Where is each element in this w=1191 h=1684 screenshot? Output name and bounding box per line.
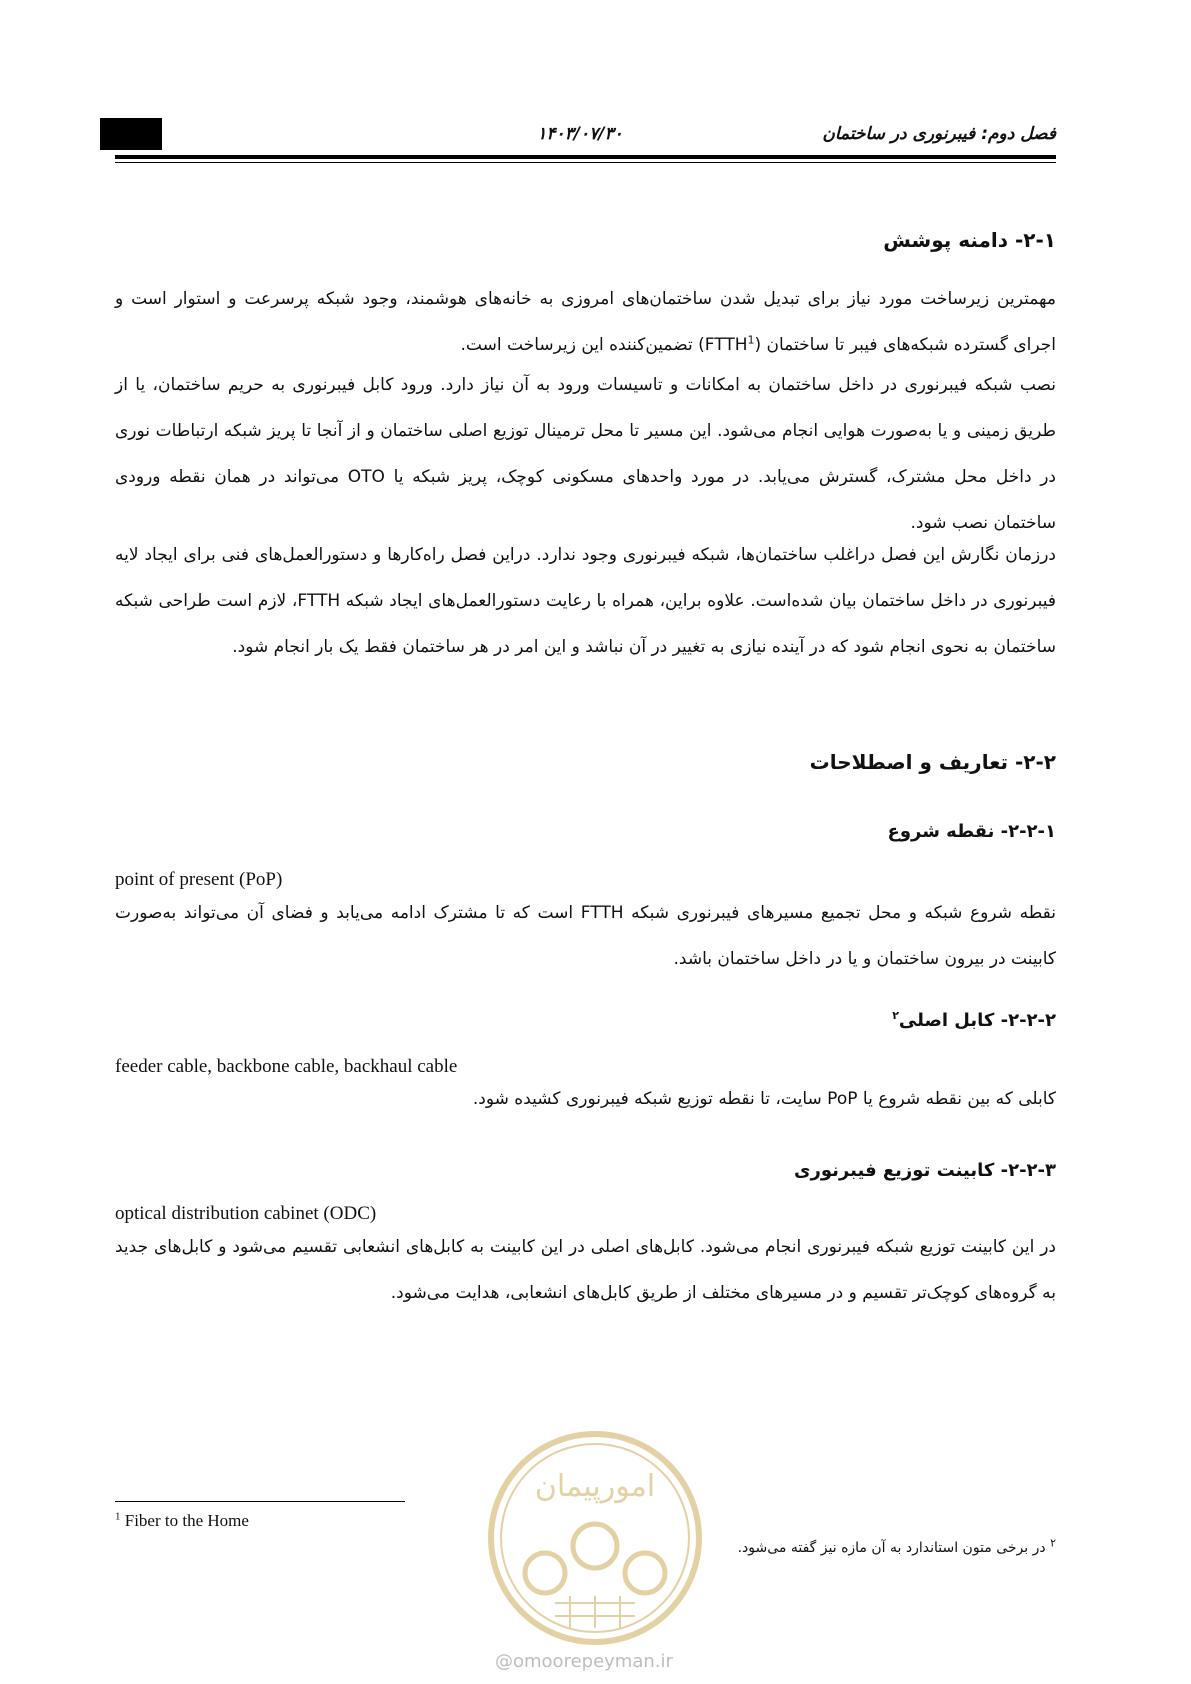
section-heading-definitions: ۲-۲- تعاریف و اصطلاحات [809, 750, 1056, 774]
watermark-logo-text: امورپیمان [534, 1469, 656, 1504]
subsection-heading-feeder-text: ۲-۲-۲- کابل اصلی [898, 1010, 1056, 1031]
footnote-2-text: در برخی متون استاندارد به آن مازه نیز گفته می‌شود. [737, 1540, 1046, 1556]
footnote-ref-2: ۲ [892, 1009, 899, 1022]
paragraph-intro-end: ) تضمین‌کننده این زیرساخت است. [460, 335, 705, 355]
section-heading-scope: ۲-۱- دامنه پوشش [883, 228, 1056, 252]
watermark-url: @omoorepeyman.ir [495, 1651, 673, 1672]
paragraph-current-state: درزمان نگارش این فصل دراغلب ساختمان‌ها، شبکه فیبرنوری وجود ندارد. دراین فصل راه‌کارها و دستورالعمل‌های فنی برای ایجاد لایه فیبرنوری در داخل ساختمان بیان شده‌است. علاوه براین، همراه با رعایت دستورالعمل‌های ایجاد شبکه FTTH، لازم است طراحی شبکه ساختمان به نحوی انجام شود که در آینده نیازی به تغییر در آن نباشد و این امر در هر ساختمان فقط یک بار انجام شود. [115, 545, 1056, 657]
term-english-pop: point of present (PoP) [115, 869, 283, 890]
footnote-1-text: Fiber to the Home [124, 1511, 249, 1530]
watermark-logo [485, 1428, 705, 1648]
page-number-box [100, 118, 162, 150]
paragraph-installation: نصب شبکه فیبرنوری در داخل ساختمان به امکانات و تاسیسات ورود به آن نیاز دارد. ورود کابل فیبرنوری به حریم ساختمان، یا از طریق زمینی و یا به‌صورت هوایی انجام می‌شود. این مسیر تا محل ترمینال توزیع اصلی ساختمان و از آنجا تا پریز شبکه ارتباطات نوری در داخل محل مشترک، گسترش می‌یابد. در مورد واحدهای مسکونی کوچک، پریز شبکه یا OTO می‌تواند در همان نقطه ورودی ساختمان نصب شود. [115, 375, 1057, 533]
term-english-feeder: feeder cable, backbone cable, backhaul cable [115, 1056, 458, 1077]
term-english-odc: optical distribution cabinet (ODC) [115, 1203, 377, 1224]
subsection-heading-pop: ۲-۲-۱- نقطه شروع [887, 821, 1056, 842]
footnote-1-number: 1 [115, 1510, 121, 1523]
paragraph-intro-main: مهمترین زیرساخت مورد نیاز برای تبدیل شدن ساختمان‌های امروزی به خانه‌های هوشمند، وجود شبکه پرسرعت و استوار است و اجرای گسترده شبکه‌های فیبر تا ساختمان (FTTH [115, 289, 1056, 355]
subsection-heading-feeder [892, 1010, 1056, 1031]
footnote-rule [115, 1501, 405, 1502]
definition-odc: در این کابینت توزیع شبکه فیبرنوری انجام می‌شود. کابل‌های اصلی در این کابینت به کابل‌های انشعابی تقسیم می‌شود و کابل‌های جدید به گروه‌های کوچک‌تر تقسیم و در مسیرهای مختلف از طریق کابل‌های انشعابی، هدایت می‌شود. [115, 1237, 1056, 1303]
header-rule-thin [115, 162, 1056, 163]
subsection-heading-odc: ۲-۲-۳- کابینت توزیع فیبرنوری [794, 1160, 1056, 1181]
footnote-ref-1: 1 [747, 333, 755, 347]
header-date: ۱۴۰۳/۰۷/۳۰ [537, 124, 623, 144]
definition-feeder: کابلی که بین نقطه شروع یا PoP سایت، تا نقطه توزیع شبکه فیبرنوری کشیده شود. [472, 1089, 1056, 1109]
header-chapter-title: فصل دوم: فیبرنوری در ساختمان [822, 124, 1056, 144]
footnote-2-number: ۲ [1050, 1536, 1056, 1550]
footnote-1 [115, 1511, 249, 1531]
footnote-2 [737, 1536, 1056, 1556]
paragraph-intro [115, 276, 1056, 368]
definition-pop: نقطه شروع شبکه و محل تجمیع مسیرهای فیبرنوری شبکه FTTH است که تا مشترک ادامه می‌یابد و فضای آن می‌تواند به‌صورت کابینت در بیرون ساختمان و یا در داخل ساختمان باشد. [115, 903, 1056, 969]
header-rule-thick [115, 155, 1056, 159]
